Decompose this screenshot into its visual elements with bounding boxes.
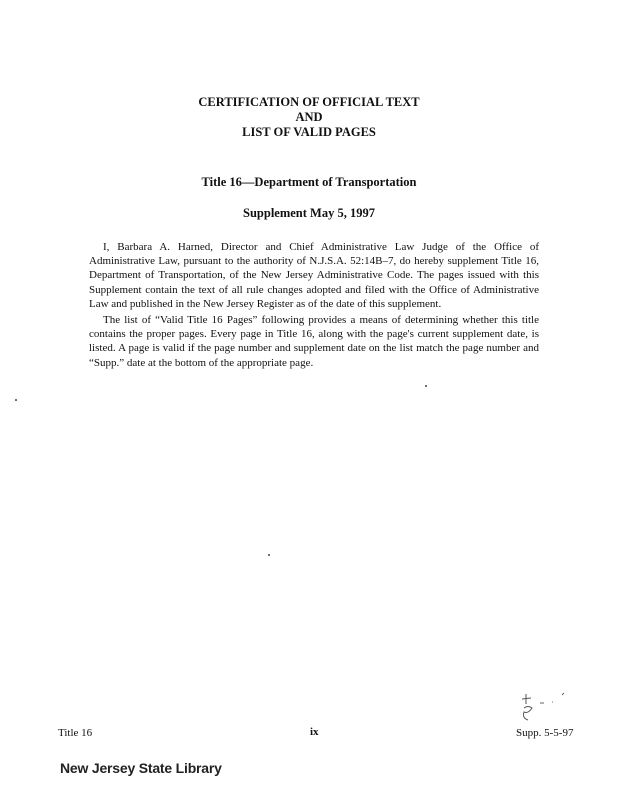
scan-speck: [425, 385, 427, 387]
footer-supplement-date: Supp. 5-5-97: [516, 727, 574, 739]
document-heading: [0, 95, 618, 140]
certification-paragraph: I, Barbara A. Harned, Director and Chief Administrative Law Judge of the Office of Administrative Law, pursuant to the authority of N.J.S.A. 52:14B–7, do hereby supplement Title 16, Department of Transportation, of the New Jersey Administrative Code. The pages issued with this Supplement contain the text of all rule changes adopted and filed with the Office of Administrative Law and published in the New Jersey Register as of the date of this supplement.: [89, 241, 539, 310]
scan-speck: [268, 554, 270, 556]
footer-title: Title 16: [58, 727, 93, 739]
handwritten-mark: [512, 690, 572, 726]
title-line: Title 16—Department of Transportation: [201, 175, 417, 189]
heading-line-2: AND: [295, 110, 323, 124]
valid-pages-paragraph: The list of “Valid Title 16 Pages” following provides a means of determining whether this title contains the proper pages. Every page in Title 16, along with the page's current supplement date, is listed. A page is valid if the page number and supplement date on the list match the page number and “Supp.” date at the bottom of the appropriate page.: [89, 314, 539, 369]
library-stamp: New Jersey State Library: [60, 760, 222, 776]
supplement-date: Supplement May 5, 1997: [243, 206, 375, 220]
heading-line-3: LIST OF VALID PAGES: [242, 125, 376, 139]
footer-page-number: ix: [310, 726, 319, 738]
heading-line-1: CERTIFICATION OF OFFICIAL TEXT: [198, 95, 420, 109]
scan-speck: [15, 399, 17, 401]
